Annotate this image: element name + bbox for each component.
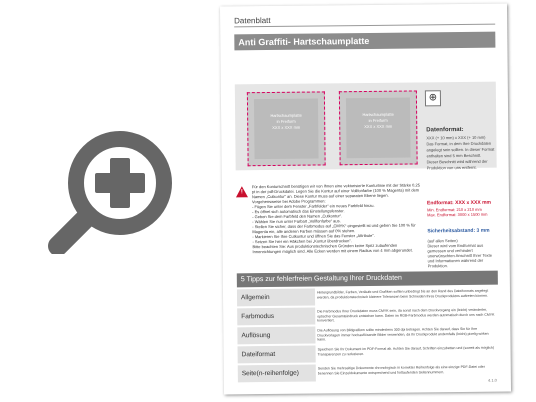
- safe-distance-text: (auf allen Seiten) Dieser wird vom Endformat aus gemessen und verhindert unerwünschten Anschnitt Ihrer Texte und Informationen während der Produktion.: [427, 238, 493, 269]
- page-number: 4.1.0: [487, 377, 497, 383]
- tip-text: Speichern Sie Ihr Dokument im PDF-Format ab. Achten Sie darauf, Schriften einzubetten und (soweit als möglich) Transparenzen zu reduzieren.: [317, 345, 495, 357]
- tip-label: Farbmodus: [237, 308, 315, 326]
- tip-row-aufloesung: [237, 325, 498, 345]
- safe-distance-title: Sicherheitsabstand: 3 mm: [427, 227, 490, 235]
- preview-frame-2-text: Hartschaumplatte in Freiform XXX x XXX mm: [362, 111, 394, 130]
- format-text: XXX (+ 10 mm) x XXX (+ 10 mm) Das Format, in dem Ihre Druckdaten angelegt sein sollten. In dieser Format enthalten sind 5 mm Beschnitt. Dieser Beschnitt wird während der Produktion von uns entfernt.: [426, 134, 495, 171]
- sheet-header: Datenblatt: [234, 15, 271, 26]
- tips-title: 5 Tipps zur fehlerfreien Gestaltung Ihrer Druckdaten: [237, 271, 498, 288]
- tip-row-farbmodus: [237, 306, 498, 326]
- endformat-rows: Min. Endformat: 210 x 210 mm Max. Endformat: 3000 x 1500 mm: [427, 206, 488, 218]
- endformat-title: Endformat: XXX x XXX mm: [427, 199, 491, 207]
- tip-label: Allgemein: [237, 289, 315, 307]
- tip-text: Senden Sie mehrseitige Dokumente chronologisch in korrekter Reihenfolge als eine einzige PDF-Datei oder benennen Sie Einzeldokumente entsprechend und fortlaufenden Seitennummern.: [317, 364, 485, 376]
- preview-frame-1: [247, 91, 326, 166]
- tip-text: Die Auflösung von Bildgrafiken sollte mindestens 300 dpi betragen. Achten Sie darauf, dass Sie für Ihre Druckvorlagen immer hochauflösende Bilder verwenden, da Ihr Druckprodukt andernfalls (leicht) pixelig wirken kann.: [317, 326, 489, 342]
- header-divider: [234, 24, 495, 28]
- preview-frame-1-text: Hartschaumplatte in Freiform XXX x XXX mm: [270, 112, 302, 130]
- tip-text: Die Farbmodus Ihrer Druckdaten muss CMYK sein, da sonst nach dem Druckvorgang ein (leicht) veränderter, optischer Gesamteindruck entstehen kann. Daten im RGB-Farbmodus werden automatisch durch uns nach CMYK konvertiert.: [317, 307, 495, 323]
- tip-row-allgemein: [237, 287, 498, 307]
- sheet-title: Anti Graffiti- Hartschaumplatte: [234, 32, 495, 51]
- tip-row-dateiformat: [238, 344, 499, 364]
- datasheet-page: Datenblatt Anti Graffiti- Hartschaumplatte Hartschaumplatte in Freiform XXX x XXX mm Hartschaumplatte in Freiform XXX x XXX mm ⊕ Datenformat: XXX (+ 10 mm) x XXX (+ 10 mm) Das Format, in dem Ihre Druckdaten angelegt sein sollten. In dieser Format enthalten sind 5 mm Beschnitt. Dieser Beschnitt wird während der Produktion von uns entfernt. Endformat: XXX x XXX mm Min. Endformat: 210 x 210 mm Max. Endformat: 3000 x 1500 mm Sicherheitsabstand: 3 mm (auf allen Seiten) Dieser wird vom Endformat aus gemessen und verhindert unerwünschten Anschnitt Ihrer Texte und Informationen während der Produktion. ! Für den Konturschnitt benötigen wir von Ihnen eine vektorisierte Konturlinie mit der Stärke 0,25 pt in der pdf-Druckdatei. Legen Sie die Kontur auf einer Vollfonfarbe (100 % Magenta) mit dem Namen „Cutkontur“ an. Diese Kontur muss auf einer separaten Ebene liegen. Vorgehensweise bei Adobe Programmen: - Fügen Sie unter dem Fenster „Farbfelder“ ein neues Farbfeld hinzu. - Es öffnet sich automatisch das Einstellungsfenster. - Geben Sie dem Farbfeld den Namen „Cutkontur“. - Wählen Sie nun unter Farbart „Vollfonfarbe“ aus. - Stellen Sie sicher, dass der Farbmodus auf „CMYK“ eingestellt ist und geben Sie 100 % für Magenta ein, alle anderen Farben müssen auf 0% stehen. - Markieren Sie Ihre Cutkontur und öffnen Sie das Fenster „Attribute“. - Setzen Sie hier ein Häkchen bei „Kontur überdrucken“. Bitte beachten Sie: Aus produktionstechnischen Gründen keine Spitz zulaufenden Innenrichtungen möglich sind. Alle Ecken werden mit einem Radius von 4 mm abgerundet. 5 Tipps zur fehlerfreien Gestaltung Ihrer Druckdaten Allgemein Hintergrundbilder, Farben, Verläufe und Grafiken sollten unbedingt bis an den Rand des Dateiformats angelegt werden, da produktionstechnisch kleinere Toleranzen beim Schneiden Ihres Druckproduktes auftreten können. Farbmodus Die Farbmodus Ihrer Druckdaten muss CMYK sein, da sonst nach dem Druckvorgang ein (leicht) veränderter, optischer Gesamteindruck entstehen kann. Daten im RGB-Farbmodus werden automatisch durch uns nach CMYK konvertiert. Auflösung Die Auflösung von Bildgrafiken sollte mindestens 300 dpi betragen. Achten Sie darauf, dass Sie für Ihre Druckvorlagen immer hochauflösende Bilder verwenden, da Ihr Druckprodukt andernfalls (leicht) pixelig wirken kann. Dateiformat Speichern Sie Ihr Dokument im PDF-Format ab. Achten Sie darauf, Schriften einzubetten und (soweit als möglich) Transparenzen zu reduzieren. Seite(n-reihenfolge) Senden Sie mehrseitige Dokumente chronologisch in korrekter Reihenfolge als eine einzige PDF-Datei oder benennen Sie Einzeldokumente entsprechend und fortlaufenden Seitennummern. 4.1.0: [220, 4, 511, 395]
- zoom-in-icon[interactable]: [48, 124, 176, 254]
- warning-text: Für den Konturschnitt benötigen wir von Ihnen eine vektorisierte Konturlinie mit der Stärke 0,25 pt in der pdf-Druckdatei. Legen Sie die Kontur auf einer Vollfonfarbe (100 % Magenta) mit dem Namen „Cutkontur“ an. Diese Kontur muss auf einer separaten Ebene liegen. Vorgehensweise bei Adobe Programmen: - Fügen Sie unter dem Fenster „Farbfelder“ ein neues Farbfeld hinzu. - Es öffnet sich automatisch das Einstellungsfenster. - Geben Sie dem Farbfeld den Namen „Cutkontur“. - Wählen Sie nun unter Farbart „Vollfonfarbe“ aus. - Stellen Sie sicher, dass der Farbmodus auf „CMYK“ eingestellt ist und geben Sie 100 % für Magenta ein, alle anderen Farben müssen auf 0% stehen. - Markieren Sie Ihre Cutkontur und öffnen Sie das Fenster „Attribute“. - Setzen Sie hier ein Häkchen bei „Kontur überdrucken“. Bitte beachten Sie: Aus produktionstechnischen Gründen keine Spitz zulaufenden Innenrichtungen möglich sind. Alle Ecken werden mit einem Radius von 4 mm abgerundet.: [251, 182, 420, 255]
- tip-row-seiten: [238, 363, 499, 383]
- tip-label: Seite(n-reihenfolge): [238, 365, 316, 383]
- format-title: Datenformat:: [426, 126, 464, 134]
- small-zoom-icon[interactable]: ⊕: [425, 90, 441, 106]
- preview-frame-2: [339, 90, 418, 165]
- tip-label: Auflösung: [237, 327, 315, 345]
- tip-label: Dateiformat: [238, 346, 316, 364]
- tip-text: Hintergrundbilder, Farben, Verläufe und Grafiken sollten unbedingt bis an den Rand des Dateiformats angelegt werden, da produktionstechnisch kleinere Toleranzen beim Schneiden Ihres Druckproduktes auftreten können.: [316, 288, 489, 300]
